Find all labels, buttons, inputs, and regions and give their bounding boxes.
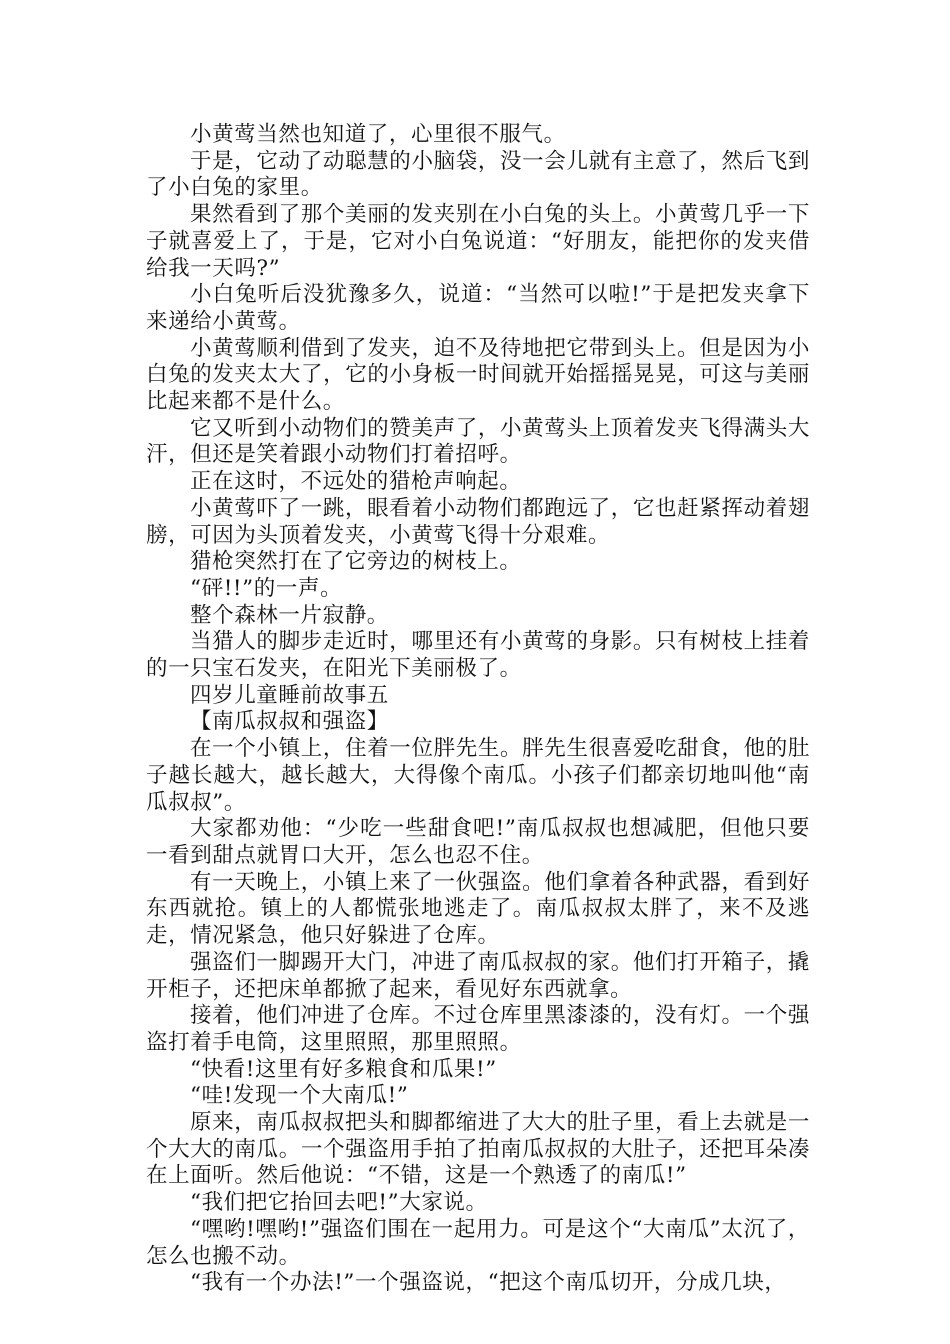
paragraph: 小白兔听后没犹豫多久，说道：“当然可以啦!”于是把发夹拿下来递给小黄莺。 (146, 282, 810, 334)
paragraph: 果然看到了那个美丽的发夹别在小白兔的头上。小黄莺几乎一下子就喜爱上了，于是，它对小白兔说道：“好朋友，能把你的发夹借给我一天吗?” (146, 202, 810, 281)
paragraph: 当猎人的脚步走近时，哪里还有小黄莺的身影。只有树枝上挂着的一只宝石发夹，在阳光下美丽极了。 (146, 629, 810, 682)
paragraph: 整个森林一片寂静。 (190, 602, 389, 628)
story-title: 【南瓜叔叔和强盗】 (190, 709, 389, 735)
paragraph: “哇!发现一个大南瓜!” (190, 1083, 409, 1109)
paragraph: 小黄莺当然也知道了，心里很不服气。 (190, 122, 566, 147)
paragraph: 于是，它动了动聪慧的小脑袋，没一会儿就有主意了，然后飞到了小白兔的家里。 (146, 148, 810, 201)
paragraph: 强盗们一脚踢开大门，冲进了南瓜叔叔的家。他们打开箱子，撬开柜子，还把床单都掀了起来，看见好东西就拿。 (146, 949, 810, 1002)
paragraph: “我有一个办法!”一个强盗说，“把这个南瓜切开，分成几块， (190, 1270, 787, 1296)
paragraph: 正在这时，不远处的猎枪声响起。 (190, 469, 522, 495)
paragraph: 原来，南瓜叔叔把头和脚都缩进了大大的肚子里，看上去就是一个大大的南瓜。一个强盗用手拍了拍南瓜叔叔的大肚子，还把耳朵凑在上面听。然后他说：“不错，这是一个熟透了的南瓜!” (146, 1110, 810, 1189)
paragraph: “砰!!”的一声。 (190, 575, 343, 601)
paragraph: “嘿哟!嘿哟!”强盗们围在一起用力。可是这个“大南瓜”太沉了，怎么也搬不动。 (146, 1216, 810, 1269)
paragraph: 在一个小镇上，住着一位胖先生。胖先生很喜爱吃甜食，他的肚子越长越大，越长越大，大得像个南瓜。小孩子们都亲切地叫他“南瓜叔叔”。 (146, 736, 810, 815)
paragraph: 接着，他们冲进了仓库。不过仓库里黑漆漆的，没有灯。一个强盗打着手电筒，这里照照，那里照照。 (146, 1003, 810, 1055)
paragraph: 小黄莺吓了一跳，眼看着小动物们都跑远了，它也赶紧挥动着翅膀，可因为头顶着发夹，小黄莺飞得十分艰难。 (146, 495, 810, 548)
paragraph: 大家都劝他：“少吃一些甜食吧!”南瓜叔叔也想减肥，但他只要一看到甜点就胃口大开，怎么也忍不住。 (146, 816, 810, 868)
document-page (146, 122, 810, 1297)
paragraph: 猎枪突然打在了它旁边的树枝上。 (190, 549, 522, 575)
paragraph: 有一天晚上，小镇上来了一伙强盗。他们拿着各种武器，看到好东西就抢。镇上的人都慌张地逃走了。南瓜叔叔太胖了，来不及逃走，情况紧急，他只好躲进了仓库。 (146, 869, 810, 949)
paragraph: 它又听到小动物们的赞美声了，小黄莺头上顶着发夹飞得满头大汗，但还是笑着跟小动物们打着招呼。 (146, 415, 810, 468)
paragraph: “我们把它抬回去吧!”大家说。 (190, 1190, 488, 1216)
paragraph: “快看!这里有好多粮食和瓜果!” (190, 1056, 497, 1082)
paragraph: 小黄莺顺利借到了发夹，迫不及待地把它带到头上。但是因为小白兔的发夹太大了，它的小身板一时间就开始摇摇晃晃，可这与美丽比起来都不是什么。 (146, 335, 810, 415)
section-heading: 四岁儿童睡前故事五 (190, 682, 389, 708)
